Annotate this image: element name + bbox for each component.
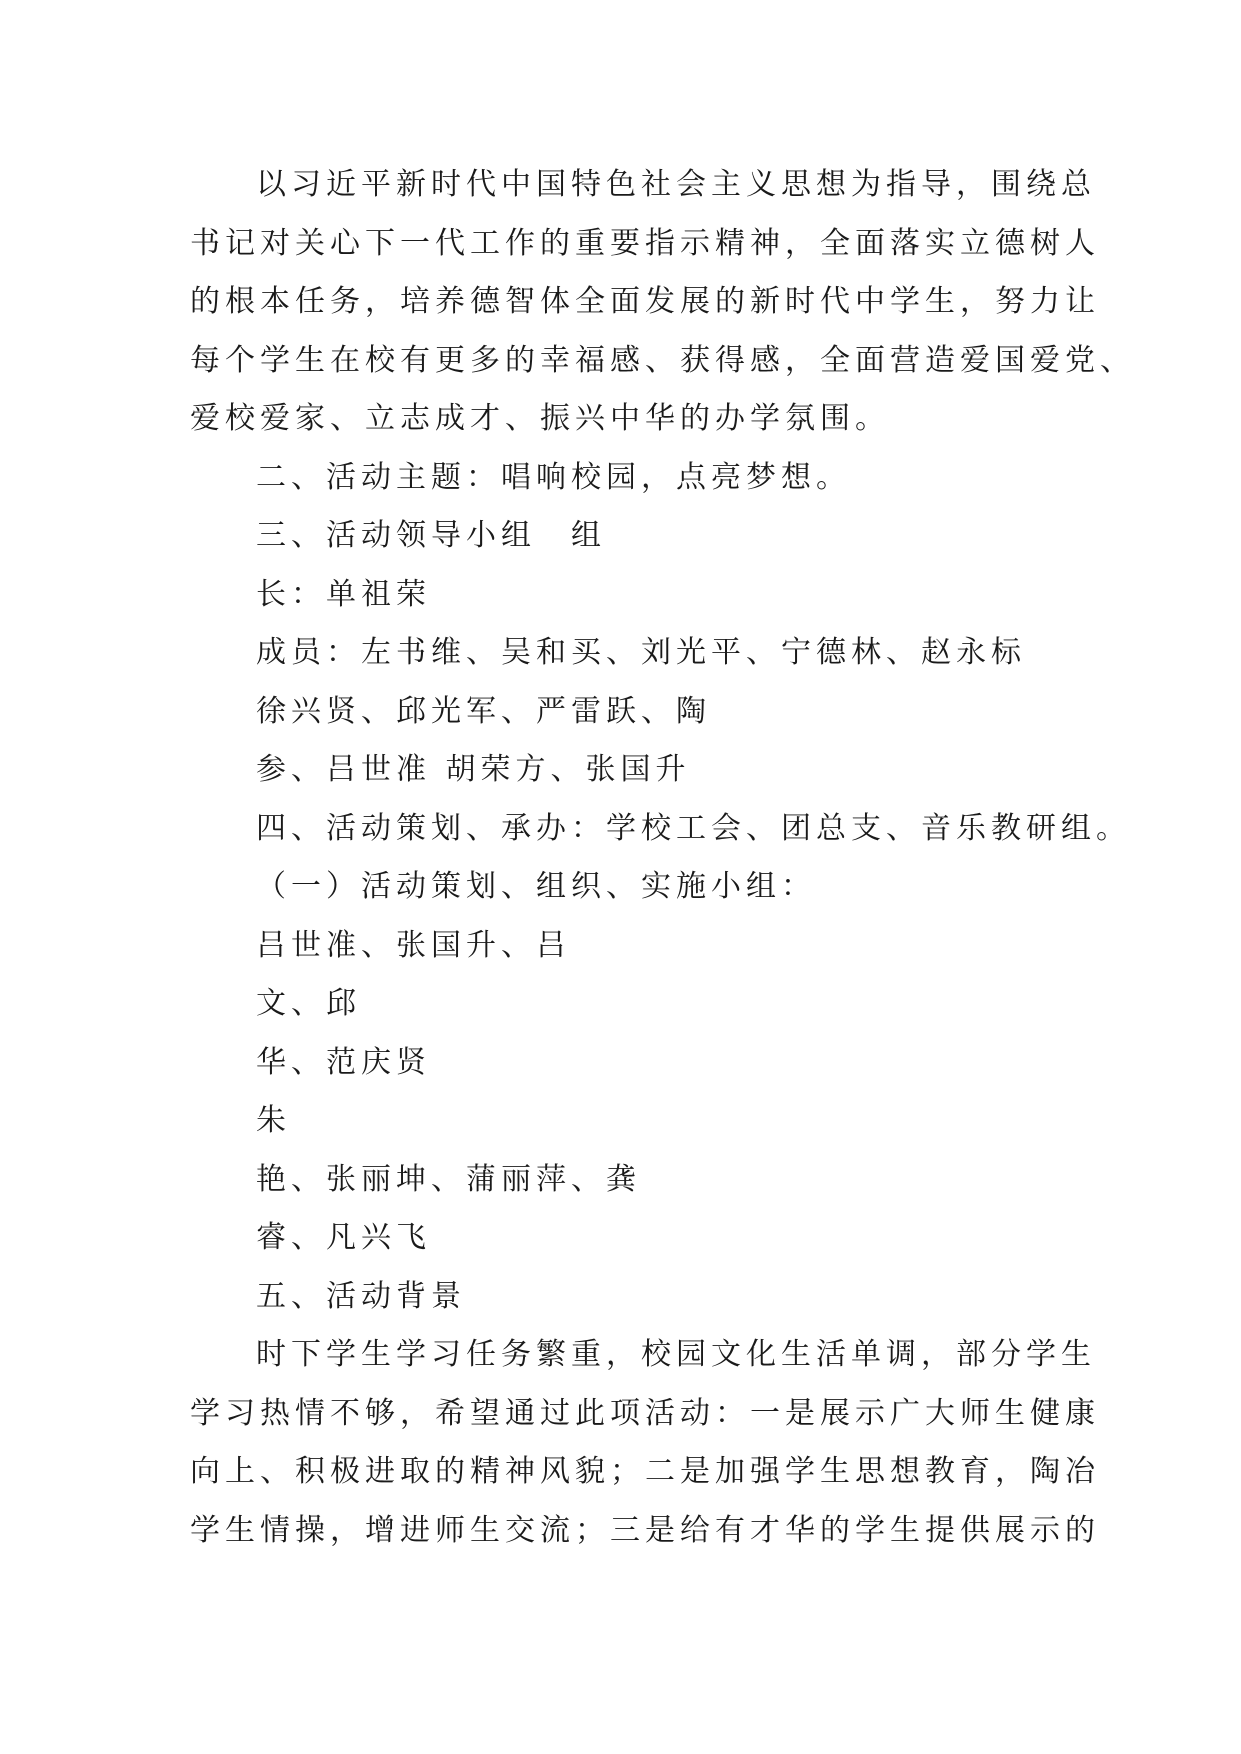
group-member-line: 文、邱 xyxy=(256,986,361,1021)
group-member-line: 华、范庆贤 xyxy=(256,1044,431,1080)
members-line: 参、吕世准 胡荣方、张国升 xyxy=(256,752,691,787)
group-member-line: 睿、凡兴飞 xyxy=(256,1220,431,1255)
paragraph-line: 学习热情不够，希望通过此项活动：一是展示广大师生健康 xyxy=(190,1395,1100,1431)
group-member-line: 艳、张丽坤、蒲丽萍、龚 xyxy=(256,1161,641,1197)
paragraph-line: 以习近平新时代中国特色社会主义思想为指导，围绕总 xyxy=(256,167,1096,202)
section-heading-theme: 二、活动主题：唱响校园，点亮梦想。 xyxy=(256,459,851,495)
paragraph-line: 向上、积极进取的精神风貌；二是加强学生思想教育，陶冶 xyxy=(190,1454,1100,1489)
subsection-heading: （一）活动策划、组织、实施小组： xyxy=(256,869,816,904)
paragraph-line: 每个学生在校有更多的幸福感、获得感，全面营造爱国爱党、 xyxy=(190,342,1135,378)
paragraph-line: 学生情操，增进师生交流；三是给有才华的学生提供展示的 xyxy=(190,1512,1100,1548)
paragraph-line: 时下学生学习任务繁重，校园文化生活单调，部分学生 xyxy=(256,1337,1096,1372)
leader-line: 长：单祖荣 xyxy=(256,576,431,612)
paragraph-line: 书记对关心下一代工作的重要指示精神，全面落实立德树人 xyxy=(190,225,1100,261)
section-heading-leadership: 三、活动领导小组 组 xyxy=(256,518,606,553)
paragraph-line: 的根本任务，培养德智体全面发展的新时代中学生，努力让 xyxy=(190,284,1100,319)
section-heading-organizers: 四、活动策划、承办：学校工会、团总支、音乐教研组。 xyxy=(256,810,1131,846)
group-member-line: 朱 xyxy=(256,1103,291,1138)
paragraph-line: 爱校爱家、立志成才、振兴中华的办学氛围。 xyxy=(190,401,890,436)
members-line: 徐兴贤、邱光军、严雷跃、陶 xyxy=(256,693,711,729)
members-line: 成员：左书维、吴和买、刘光平、宁德林、赵永标 xyxy=(256,635,1026,670)
group-member-line: 吕世准、张国升、吕 xyxy=(256,927,571,963)
document-body xyxy=(190,156,1135,1560)
section-heading-background: 五、活动背景 xyxy=(256,1278,466,1314)
